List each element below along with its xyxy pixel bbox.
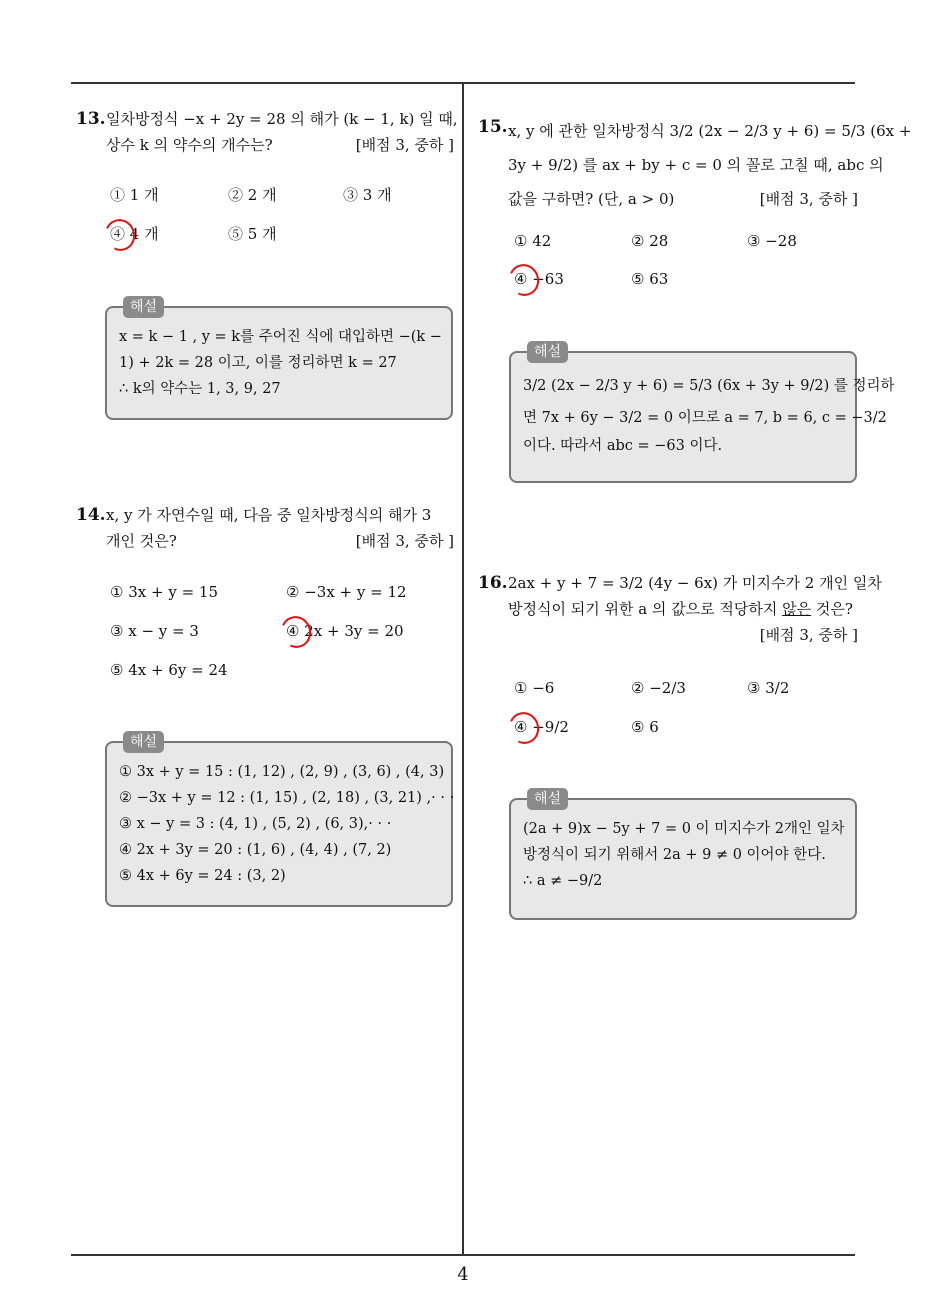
solution-line: 3/2 (2x − 2/3 y + 6) = 5/3 (6x + 3y + 9/2) 를 정리하 [523,378,895,394]
choice-4[interactable]: ④ 2x + 3y = 20 [286,620,404,642]
points-label: [배점 3, 중하 ] [759,190,858,208]
choice-3[interactable]: ③ −28 [747,232,797,250]
choice-3[interactable]: ③ x − y = 3 [110,622,199,640]
question-number: 14. [76,505,106,525]
choice-5[interactable]: ⑤ 4x + 6y = 24 [110,661,228,679]
question-text: 것은? [811,600,853,618]
question-text: x, y 에 관한 일차방정식 3/2 (2x − 2/3 y + 6) = 5/3 (6x + [508,122,912,140]
solution-line: ∴ k의 약수는 1, 3, 9, 27 [119,381,281,397]
choice-2[interactable]: ② 2 개 [228,186,277,204]
solution-box-15 [509,344,895,483]
question-text: 상수 k 의 약수의 개수는? [106,136,273,154]
choice-4[interactable]: ④ −63 [514,268,564,290]
choice-2[interactable]: ② −3x + y = 12 [286,583,407,601]
solution-line: 면 7x + 6y − 3/2 = 0 이므로 a = 7, b = 6, c = −3/2 [523,410,887,426]
question-text: 2ax + y + 7 = 3/2 (4y − 6x) 가 미지수가 2 개인 일차 [508,574,882,592]
question-15 [478,114,912,216]
choice-5[interactable]: ⑤ 5 개 [228,225,277,243]
answer-circle-mark [504,260,543,300]
underlined-word: 않은 [782,600,812,618]
choice-4[interactable]: ④ 4 개 [110,223,159,245]
solution-box-13 [105,299,453,420]
answer-circle-mark [504,708,543,748]
solution-line: 1) + 2k = 28 이고, 이를 정리하면 k = 27 [119,355,397,371]
choice-2[interactable]: ② −2/3 [631,679,686,697]
answer-circle-mark [276,612,315,652]
question-16 [478,570,882,648]
choice-1[interactable]: ① 3x + y = 15 [110,583,218,601]
solution-line: ③ x − y = 3 : (4, 1) , (5, 2) , (6, 3),· · · [119,816,392,832]
choice-5[interactable]: ⑤ 6 [631,718,659,736]
question-number: 15. [478,117,508,137]
solution-tag: 해설 [527,788,568,810]
solution-tag: 해설 [123,731,164,753]
solution-line: 이다. 따라서 abc = −63 이다. [523,438,723,454]
solution-line: 방정식이 되기 위해서 2a + 9 ≠ 0 이어야 한다. [523,847,826,863]
solution-tag: 해설 [527,341,568,363]
question-number: 16. [478,573,508,593]
solution-line: ① 3x + y = 15 : (1, 12) , (2, 9) , (3, 6) , (4, 3) [119,764,445,780]
solution-box-16 [509,791,857,920]
solution-line: ∴ a ≠ −9/2 [523,873,603,889]
choice-5[interactable]: ⑤ 63 [631,270,669,288]
solution-line: ④ 2x + 3y = 20 : (1, 6) , (4, 4) , (7, 2) [119,842,392,858]
page-number: 4 [457,1264,469,1285]
question-text: 방정식이 되기 위한 a 의 값으로 적당하지 [508,600,783,618]
question-text: 3y + 9/2) 를 ax + by + c = 0 의 꼴로 고칠 때, abc 의 [508,156,884,174]
solution-line: ⑤ 4x + 6y = 24 : (3, 2) [119,868,286,884]
choice-1[interactable]: ① −6 [514,679,555,697]
points-label: [배점 3, 중하 ] [355,136,454,154]
choice-4[interactable]: ④ −9/2 [514,716,569,738]
solution-line: x = k − 1 , y = k를 주어진 식에 대입하면 −(k − [119,329,442,345]
solution-tag: 해설 [123,296,164,318]
question-text: x, y 가 자연수일 때, 다음 중 일차방정식의 해가 3 [106,506,432,524]
choice-2[interactable]: ② 28 [631,232,669,250]
choice-3[interactable]: ③ 3 개 [343,186,392,204]
bottom-rule [71,1254,855,1256]
column-divider [462,83,464,1256]
question-text: 일차방정식 −x + 2y = 28 의 해가 (k − 1, k) 일 때, [106,110,458,128]
solution-line: (2a + 9)x − 5y + 7 = 0 이 미지수가 2개인 일차 [523,821,845,837]
question-14 [76,502,454,554]
choice-1[interactable]: ① 1 개 [110,186,159,204]
solution-line: ② −3x + y = 12 : (1, 15) , (2, 18) , (3, 21) ,· · · [119,790,455,806]
question-text: 개인 것은? [106,532,177,550]
choice-3[interactable]: ③ 3/2 [747,679,790,697]
points-label: [배점 3, 중하 ] [759,626,858,644]
question-text: 값을 구하면? (단, a > 0) [508,190,675,208]
choice-1[interactable]: ① 42 [514,232,552,250]
solution-box-14 [105,734,455,907]
answer-circle-mark [100,215,139,255]
question-number: 13. [76,109,106,129]
question-13 [76,106,458,158]
points-label: [배점 3, 중하 ] [355,532,454,550]
